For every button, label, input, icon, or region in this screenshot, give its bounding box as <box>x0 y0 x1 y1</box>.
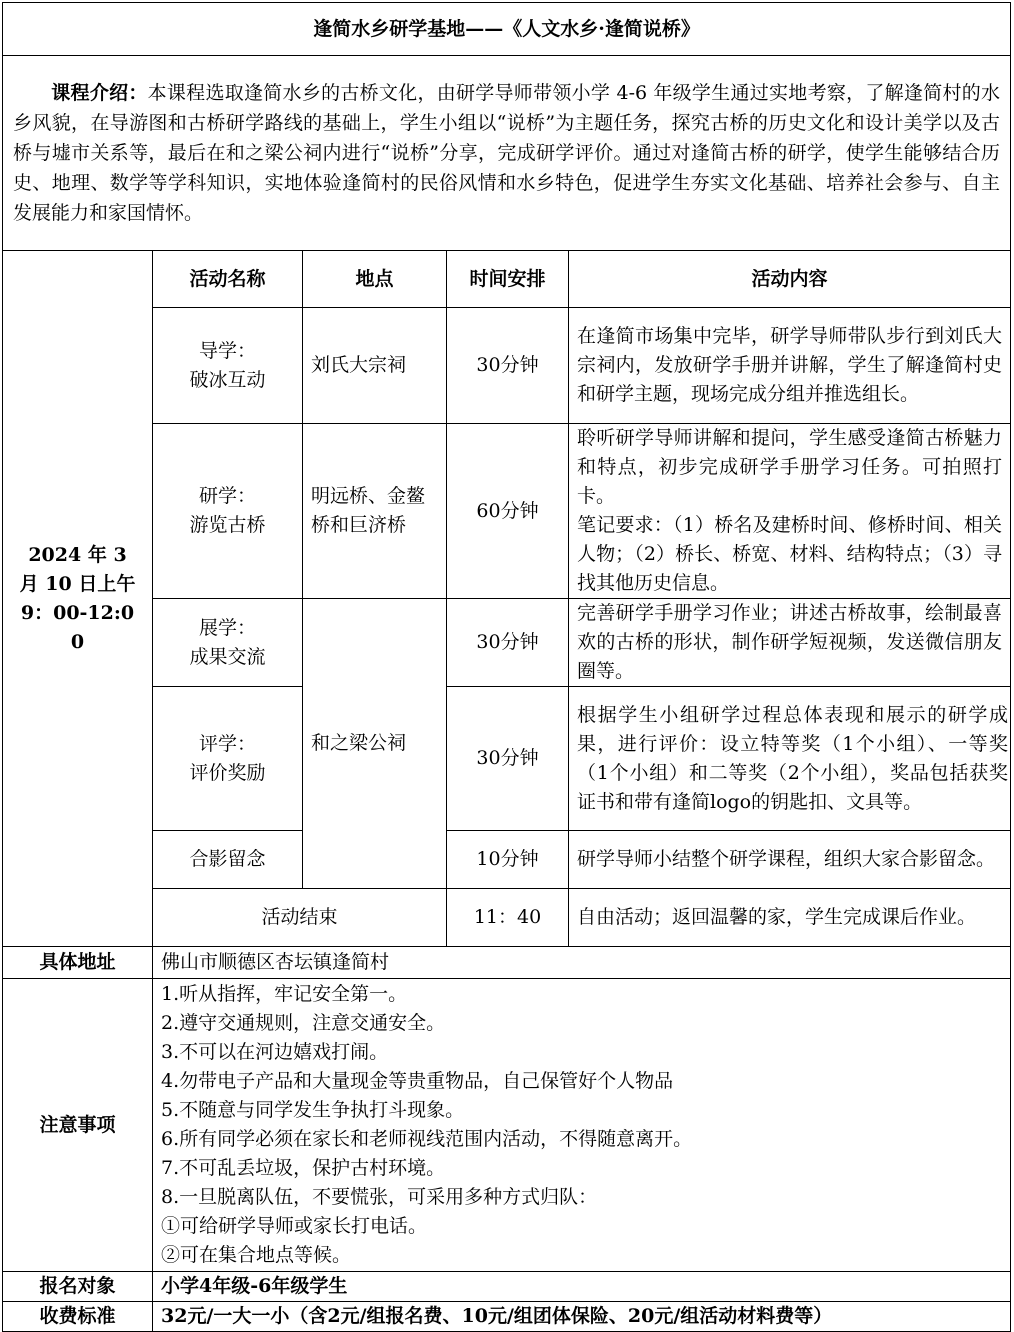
activity-name-line2: 成果交流 <box>189 645 266 668</box>
course-intro <box>3 56 1011 251</box>
activity-name-line1: 展学： <box>198 616 256 639</box>
course-table <box>2 2 1011 1332</box>
activity-name-line2: 评价奖励 <box>189 761 266 784</box>
activity-content: 根据学生小组研学过程总体表现和展示的研学成果，进行评价：设立特等奖（1个小组）、一等奖（1个小组）和二等奖（2个小组），奖品包括获奖证书和带有逢简logo的钥匙扣、文具等。 <box>569 687 1011 831</box>
activity-time: 11：40 <box>447 889 569 947</box>
activity-content-part2: 笔记要求：（1）桥名及建桥时间、修桥时间、相关人物；（2）桥长、桥宽、材料、结构特点；（3）寻找其他历史信息。 <box>577 514 1003 594</box>
activity-content-part1: 聆听研学导师讲解和提问，学生感受逢简古桥魅力和特点，初步完成研学手册学习任务。可拍照打卡。 <box>577 427 1003 507</box>
activity-content: 研学导师小结整个研学课程，组织大家合影留念。 <box>569 831 1011 889</box>
activity-name: 合影留念 <box>153 831 303 889</box>
activity-name <box>153 424 303 599</box>
activity-place: 刘氏大宗祠 <box>303 308 447 424</box>
notes-item: ①可给研学导师或家长打电话。 <box>161 1215 428 1237</box>
activity-name-line1: 评学： <box>198 732 256 755</box>
header-time: 时间安排 <box>447 251 569 308</box>
activity-content <box>569 424 1011 599</box>
activity-time: 10分钟 <box>447 831 569 889</box>
header-activity-name: 活动名称 <box>153 251 303 308</box>
activity-time: 30分钟 <box>447 599 569 687</box>
target-label: 报名对象 <box>3 1272 153 1302</box>
notes-item: 2.遵守交通规则，注意交通安全。 <box>161 1012 446 1034</box>
notes-item: ②可在集合地点等候。 <box>161 1244 352 1266</box>
activity-time: 30分钟 <box>447 687 569 831</box>
fee-label: 收费标准 <box>3 1302 153 1332</box>
intro-label: 课程介绍： <box>51 82 148 104</box>
notes-item: 5.不随意与同学发生争执打斗现象。 <box>161 1099 465 1121</box>
notes-item: 8.一旦脱离队伍，不要慌张，可采用多种方式归队： <box>161 1186 598 1208</box>
target-value: 小学4年级-6年级学生 <box>153 1272 1011 1302</box>
activity-content: 在逢简市场集中完毕，研学导师带队步行到刘氏大宗祠内，发放研学手册并讲解，学生了解逢简村史和研学主题，现场完成分组并推选组长。 <box>569 308 1011 424</box>
activity-content: 自由活动；返回温馨的家，学生完成课后作业。 <box>569 889 1011 947</box>
notes-item: 6.所有同学必须在家长和老师视线范围内活动，不得随意离开。 <box>161 1128 693 1150</box>
activity-name <box>153 308 303 424</box>
activity-time: 30分钟 <box>447 308 569 424</box>
page-title: 逢简水乡研学基地——《人文水乡·逢简说桥》 <box>3 3 1011 56</box>
activity-name <box>153 599 303 687</box>
activity-name-line2: 游览古桥 <box>189 514 266 536</box>
activity-place: 和之梁公祠 <box>303 599 447 889</box>
activity-name-line1: 导学： <box>198 339 256 362</box>
activity-content: 完善研学手册学习作业；讲述古桥故事，绘制最喜欢的古桥的形状，制作研学短视频，发送微信朋友圈等。 <box>569 599 1011 687</box>
activity-name-line1: 研学： <box>198 485 256 507</box>
activity-name: 活动结束 <box>153 889 447 947</box>
schedule-date: 2024 年 3 月 10 日上午 9：00-12:00 <box>3 251 153 947</box>
activity-name-line2: 破冰互动 <box>189 368 266 391</box>
activity-name <box>153 687 303 831</box>
activity-time: 60分钟 <box>447 424 569 599</box>
header-place: 地点 <box>303 251 447 308</box>
fee-value: 32元/一大一小（含2元/组报名费、10元/组团体保险、20元/组活动材料费等） <box>153 1302 1011 1332</box>
address-label: 具体地址 <box>3 947 153 979</box>
activity-place: 明远桥、金鳌桥和巨济桥 <box>303 424 447 599</box>
notes-list <box>153 979 1011 1272</box>
notes-label: 注意事项 <box>3 979 153 1272</box>
notes-item: 1.听从指挥，牢记安全第一。 <box>161 983 408 1005</box>
notes-item: 7.不可乱丢垃圾，保护古村环境。 <box>161 1157 446 1179</box>
intro-text: 本课程选取逢简水乡的古桥文化，由研学导师带领小学 4-6 年级学生通过实地考察，了解逢简村的水乡风貌，在导游图和古桥研学路线的基础上，学生小组以“说桥”为主题任务，探究古桥的历史文化和设计美学以及古桥与墟市关系等，最后在和之梁公祠内进行“说桥”分享，完成研学评价。通过对逢简古桥的研学，使学生能够结合历史、地理、数学等学科知识，实地体验逢简村的民俗风情和水乡特色，促进学生夯实文化基础、培养社会参与、自主发展能力和家国情怀。 <box>13 82 1001 224</box>
notes-item: 4.勿带电子产品和大量现金等贵重物品，自己保管好个人物品 <box>161 1070 674 1092</box>
notes-item: 3.不可以在河边嬉戏打闹。 <box>161 1041 389 1063</box>
address-value: 佛山市顺德区杏坛镇逢简村 <box>153 947 1011 979</box>
header-content: 活动内容 <box>569 251 1011 308</box>
